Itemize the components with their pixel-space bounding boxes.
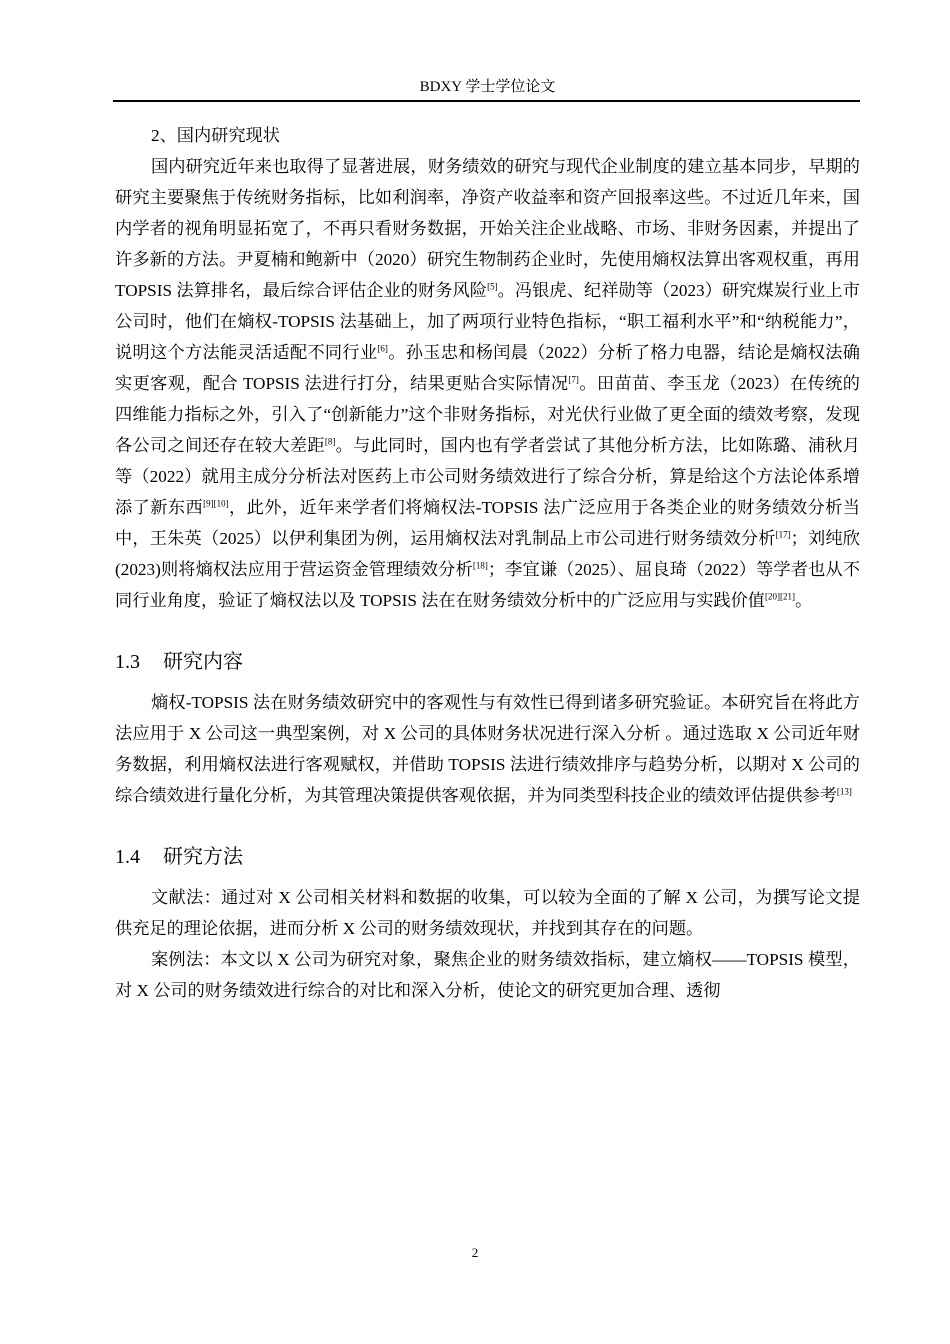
research-content-paragraph [115, 687, 860, 811]
citation-superscript: [20][21] [764, 591, 795, 602]
paragraph-text: 熵权-TOPSIS 法在财务绩效研究中的客观性与有效性已得到诸多研究验证。本研究旨在将此方法应用于 X 公司这一典型案例，对 X 公司的具体财务状况进行深入分析 。通过选取 X 公司近年财务数据，利用熵权法进行客观赋权，并借助 TOPSIS 法进行绩效排序与趋势分析，以期对 X 公司的综合绩效进行量化分析，为其管理决策提供客观依据，并为同类型科技企业的绩效评估提供参考 [115, 693, 860, 805]
section-title: 研究内容 [163, 649, 243, 673]
literature-method-paragraph: 文献法：通过对 X 公司相关材料和数据的收集，可以较为全面的了解 X 公司，为撰写论文提供充足的理论依据，进而分析 X 公司的财务绩效现状，并找到其存在的问题。 [115, 888, 860, 938]
page-body [115, 120, 860, 1006]
header-rule [113, 100, 860, 102]
case-method-paragraph: 案例法：本文以 X 公司为研究对象，聚焦企业的财务绩效指标，建立熵权——TOPSIS 模型，对 X 公司的财务绩效进行综合的对比和深入分析，使论文的研究更加合理、透彻 [115, 950, 860, 1000]
citation-superscript: [5] [487, 281, 498, 292]
citation-superscript: [8] [324, 436, 336, 447]
paragraph-text: 。冯银虎、纪祥勋等（2023）研究煤炭行业上市公司时，他们在熵权-TOPSIS 法基础上，加了两项行业特色指标，“职工福利水平”和“纳税能力”，说明这个方法能灵活适配不同行业 [115, 281, 860, 362]
citation-superscript: [13] [836, 786, 852, 797]
section-heading-1-3 [115, 646, 860, 677]
paragraph-text: 。孙玉忠和杨闰晨（2022）分析了格力电器，结论是熵权法确实更客观，配合 TOPSIS 法进行打分，结果更贴合实际情况 [115, 343, 860, 393]
paragraph-text: ，此外，近年来学者们将熵权法-TOPSIS 法广泛应用于各类企业的财务绩效分析当中，王朱英（2025）以伊利集团为例，运用熵权法对乳制品上市公司进行财务绩效分析 [115, 498, 860, 548]
subsection-heading: 2、国内研究现状 [151, 126, 280, 145]
citation-superscript: [7] [568, 374, 579, 385]
domestic-research-paragraph [115, 151, 860, 616]
paragraph-text: 。田苗苗、李玉龙（2023）在传统的四维能力指标之外，引入了“创新能力”这个非财务指标，对光伏行业做了更全面的绩效考察，发现各公司之间还存在较大差距 [115, 374, 860, 455]
paragraph-text: ；刘纯欣(2023)则将熵权法应用于营运资金管理绩效分析 [115, 529, 860, 579]
citation-superscript: [9][10] [203, 498, 229, 509]
page-number: 2 [471, 1245, 479, 1260]
section-heading-1-4 [115, 841, 860, 872]
citation-superscript: [17] [775, 529, 791, 540]
paragraph-text: 。与此同时，国内也有学者尝试了其他分析方法，比如陈璐、浦秋月等（2022）就用主成分分析法对医药上市公司财务绩效进行了综合分析，算是给这个方法论体系增添了新东西 [115, 436, 860, 517]
section-number: 1.3 [115, 651, 140, 673]
section-title: 研究方法 [163, 844, 243, 868]
section-number: 1.4 [115, 846, 140, 868]
paragraph-text: 国内研究近年来也取得了显著进展，财务绩效的研究与现代企业制度的建立基本同步，早期的研究主要聚焦于传统财务指标，比如利润率，净资产收益率和资产回报率这些。不过近几年来，国内学者的视角明显拓宽了，不再只看财务数据，开始关注企业战略、市场、非财务因素，并提出了许多新的方法。尹夏楠和鲍新中（2020）研究生物制药企业时，先使用熵权法算出客观权重，再用 TOPSIS 法算排名，最后综合评估企业的财务风险 [115, 157, 860, 300]
citation-superscript: [6] [377, 343, 388, 354]
paragraph-text: 。 [794, 591, 813, 610]
paragraph-text: ；李宜谦（2025）、屈良琦（2022）等学者也从不同行业角度，验证了熵权法以及 TOPSIS 法在在财务绩效分析中的广泛应用与实践价值 [115, 560, 861, 610]
citation-superscript: [18] [472, 560, 488, 571]
page-header: BDXY 学士学位论文 [419, 79, 556, 95]
